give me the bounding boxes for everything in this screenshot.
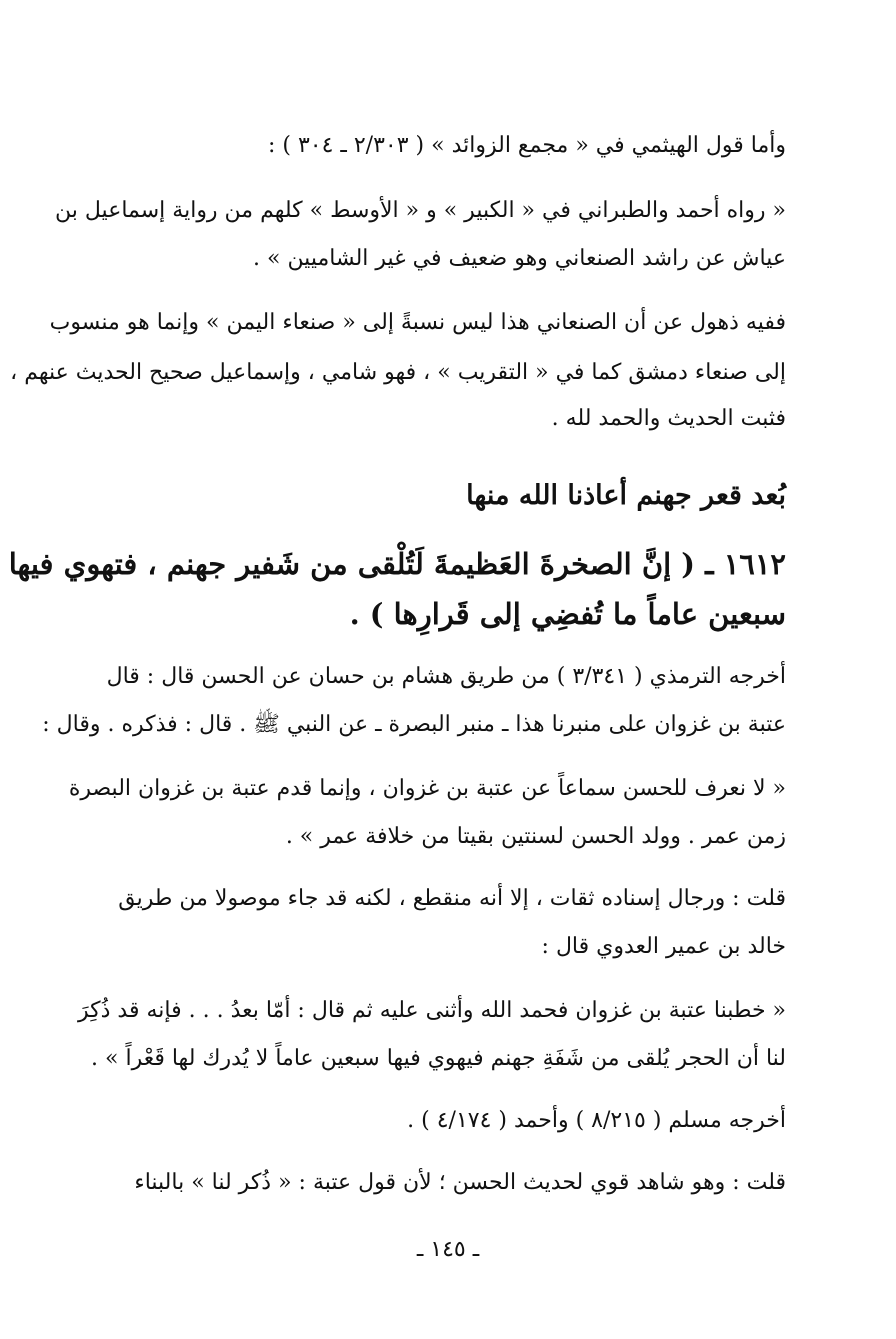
- paragraph-line: قلت : وهو شاهد قوي لحديث الحسن ؛ لأن قول عتبة : « ذُكر لنا » بالبناء: [134, 1170, 786, 1195]
- quote-line: « رواه أحمد والطبراني في « الكبير » و « الأوسط » كلهم من رواية إسماعيل بن: [55, 198, 786, 223]
- hadith-text-line: ١٦١٢ ـ ( إنَّ الصخرةَ العَظيمةَ لَتُلْقى من شَفير جهنم ، فتهوي فيها: [8, 547, 786, 581]
- paragraph-line: أخرجه الترمذي ( ٣/٣٤١ ) من طريق هشام بن حسان عن الحسن قال : قال: [106, 664, 786, 689]
- paragraph-line: خالد بن عمير العدوي قال :: [541, 934, 786, 959]
- paragraph-line: فثبت الحديث والحمد لله .: [551, 406, 786, 431]
- paragraph-line: وأما قول الهيثمي في « مجمع الزوائد » ( ٢/٣٠٣ ـ ٣٠٤ ) :: [267, 133, 786, 158]
- section-heading: بُعد قعر جهنم أعاذنا الله منها: [466, 480, 786, 511]
- paragraph-line: أخرجه مسلم ( ٨/٢١٥ ) وأحمد ( ٤/١٧٤ ) .: [407, 1108, 786, 1133]
- quote-line: زمن عمر . وولد الحسن لسنتين بقيتا من خلافة عمر » .: [285, 824, 786, 849]
- quote-line: عياش عن راشد الصنعاني وهو ضعيف في غير الشاميين » .: [253, 246, 786, 271]
- paragraph-line: قلت : ورجال إسناده ثقات ، إلا أنه منقطع ، لكنه قد جاء موصولا من طريق: [118, 886, 786, 911]
- quote-line: « خطبنا عتبة بن غزوان فحمد الله وأثنى عليه ثم قال : أمّا بعدُ . . . فإنه قد ذُكِرَ: [78, 998, 786, 1023]
- paragraph-line: ففيه ذهول عن أن الصنعاني هذا ليس نسبةً إلى « صنعاء اليمن » وإنما هو منسوب: [49, 310, 786, 335]
- quote-line: لنا أن الحجر يُلقى من شَفَةِ جهنم فيهوي فيها سبعين عاماً لا يُدرك لها قَعْراً » .: [91, 1046, 786, 1071]
- page-number: ـ ١٤٥ ـ: [416, 1237, 480, 1262]
- quote-line: « لا نعرف للحسن سماعاً عن عتبة بن غزوان ، وإنما قدم عتبة بن غزوان البصرة: [68, 776, 786, 801]
- hadith-text-line: سبعين عاماً ما تُفضِي إلى قَرارِها ) .: [349, 597, 786, 631]
- paragraph-line: عتبة بن غزوان على منبرنا هذا ـ منبر البصرة ـ عن النبي ﷺ . قال : فذكره . وقال :: [42, 712, 786, 737]
- paragraph-line: إلى صنعاء دمشق كما في « التقريب » ، فهو شامي ، وإسماعيل صحيح الحديث عنهم ،: [10, 360, 786, 385]
